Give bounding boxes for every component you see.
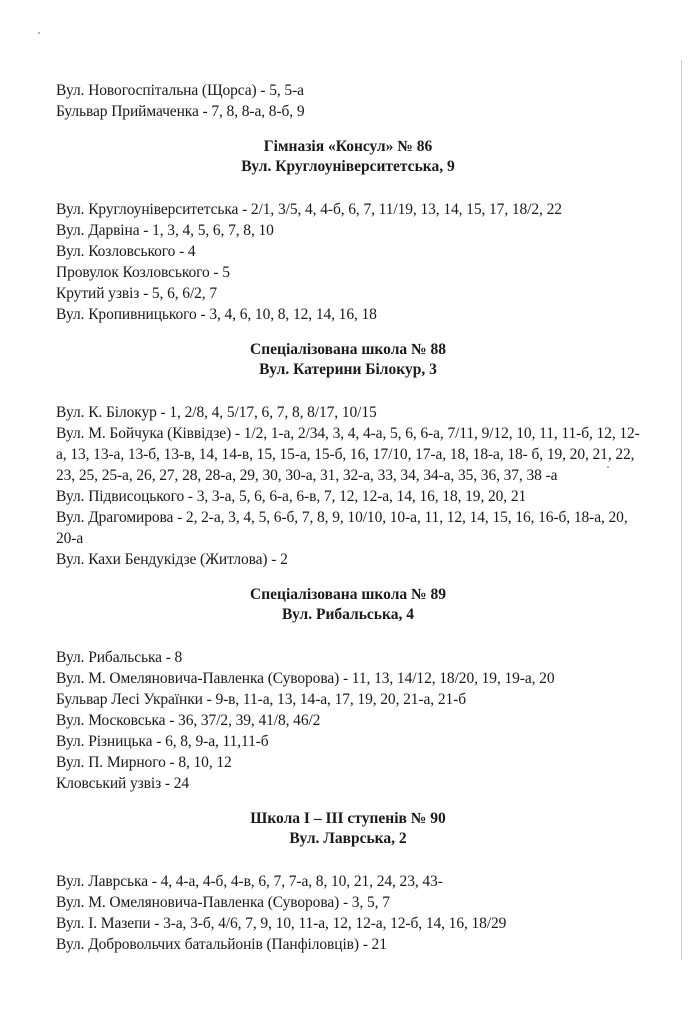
school-address: Вул. Круглоуніверситетська, 9: [241, 158, 455, 175]
scan-speck: [607, 466, 609, 468]
school-address: Вул. Катерини Білокур, 3: [259, 361, 437, 378]
school-address: Вул. Лаврська, 2: [289, 830, 407, 847]
section-header: [56, 809, 640, 849]
intro-block: [56, 80, 640, 122]
street-line: Вул. М. Бойчука (Ківвідзе) - 1/2, 1-а, 2/34, 3, 4, 4-а, 5, 6, 6-а, 7/11, 9/12, 10, 11, 11-б, 12, 12-а, 13, 13-а, 13-б, 13-в, 14, 14-в, 15, 15-а, 15-б, 16, 17/10, 17-а, 18, 18-а, 18- б, 19, 20, 21, 22, 23, 25, 25-а, 26, 27, 28, 28-а, 29, 30, 30-а, 31, 32-а, 33, 34, 34-а, 35, 36, 37, 38 -а: [56, 425, 640, 484]
school-section-90: [56, 809, 640, 955]
street-line: Бульвар Лесі Українки - 9-в, 11-а, 13, 14-а, 17, 19, 20, 21-а, 21-б: [56, 691, 466, 708]
street-line: Вул. К. Білокур - 1, 2/8, 4, 5/17, 6, 7, 8, 8/17, 10/15: [56, 404, 377, 421]
street-line: Кловський узвіз - 24: [56, 775, 190, 792]
scan-speck: [38, 32, 40, 34]
street-line: Провулок Козловського - 5: [56, 264, 230, 281]
school-section-86: [56, 137, 640, 325]
street-line: Вул. Драгомирова - 2, 2-а, 3, 4, 5, 6-б, 7, 8, 9, 10/10, 10-а, 11, 12, 14, 15, 16, 16-б, 18-а, 20, 20-а: [56, 509, 628, 547]
street-line: Вул. Лаврська - 4, 4-а, 4-б, 4-в, 6, 7, 7-а, 8, 10, 21, 24, 23, 43-: [56, 873, 443, 890]
school-section-88: [56, 340, 640, 570]
scan-edge-line: [681, 60, 682, 960]
school-title: Спеціалізована школа № 88: [250, 341, 446, 358]
street-line: Вул. П. Мирного - 8, 10, 12: [56, 754, 232, 771]
school-section-89: [56, 585, 640, 794]
school-title: Спеціалізована школа № 89: [250, 586, 446, 603]
section-header: [56, 340, 640, 380]
street-line: Вул. Кропивницького - 3, 4, 6, 10, 8, 12, 14, 16, 18: [56, 306, 377, 323]
section-header: [56, 137, 640, 177]
school-title: Гімназія «Консул» № 86: [263, 138, 433, 155]
street-line: Вул. Кахи Бендукідзе (Житлова) - 2: [56, 551, 288, 568]
street-line: Вул. Дарвіна - 1, 3, 4, 5, 6, 7, 8, 10: [56, 222, 274, 239]
section-header: [56, 585, 640, 625]
school-title: Школа I – III ступенів № 90: [250, 810, 446, 827]
street-line: Вул. Московська - 36, 37/2, 39, 41/8, 46/2: [56, 712, 321, 729]
street-line: Крутий узвіз - 5, 6, 6/2, 7: [56, 285, 218, 302]
street-line: Вул. Різницька - 6, 8, 9-а, 11,11-б: [56, 733, 269, 750]
street-line: Вул. Добровольчих батальйонів (Панфіловців) - 21: [56, 936, 387, 953]
street-line: Вул. Новогоспітальна (Щорса) - 5, 5-а: [56, 82, 304, 99]
street-line: Вул. М. Омеляновича-Павленка (Суворова) - 3, 5, 7: [56, 894, 390, 911]
street-line: Вул. Круглоуніверситетська - 2/1, 3/5, 4, 4-б, 6, 7, 11/19, 13, 14, 15, 17, 18/2, 22: [56, 201, 562, 218]
school-address: Вул. Рибальська, 4: [282, 606, 414, 623]
street-line: Вул. Підвисоцького - 3, 3-а, 5, 6, 6-а, 6-в, 7, 12, 12-а, 14, 16, 18, 19, 20, 21: [56, 488, 527, 505]
street-line: Вул. М. Омеляновича-Павленка (Суворова) - 11, 13, 14/12, 18/20, 19, 19-а, 20: [56, 670, 555, 687]
street-line: Вул. Козловського - 4: [56, 243, 196, 260]
street-line: Бульвар Приймаченка - 7, 8, 8-а, 8-б, 9: [56, 103, 305, 120]
street-line: Вул. Рибальська - 8: [56, 649, 183, 666]
street-line: Вул. І. Мазепи - 3-а, 3-б, 4/6, 7, 9, 10, 11-а, 12, 12-а, 12-б, 14, 16, 18/29: [56, 915, 507, 932]
